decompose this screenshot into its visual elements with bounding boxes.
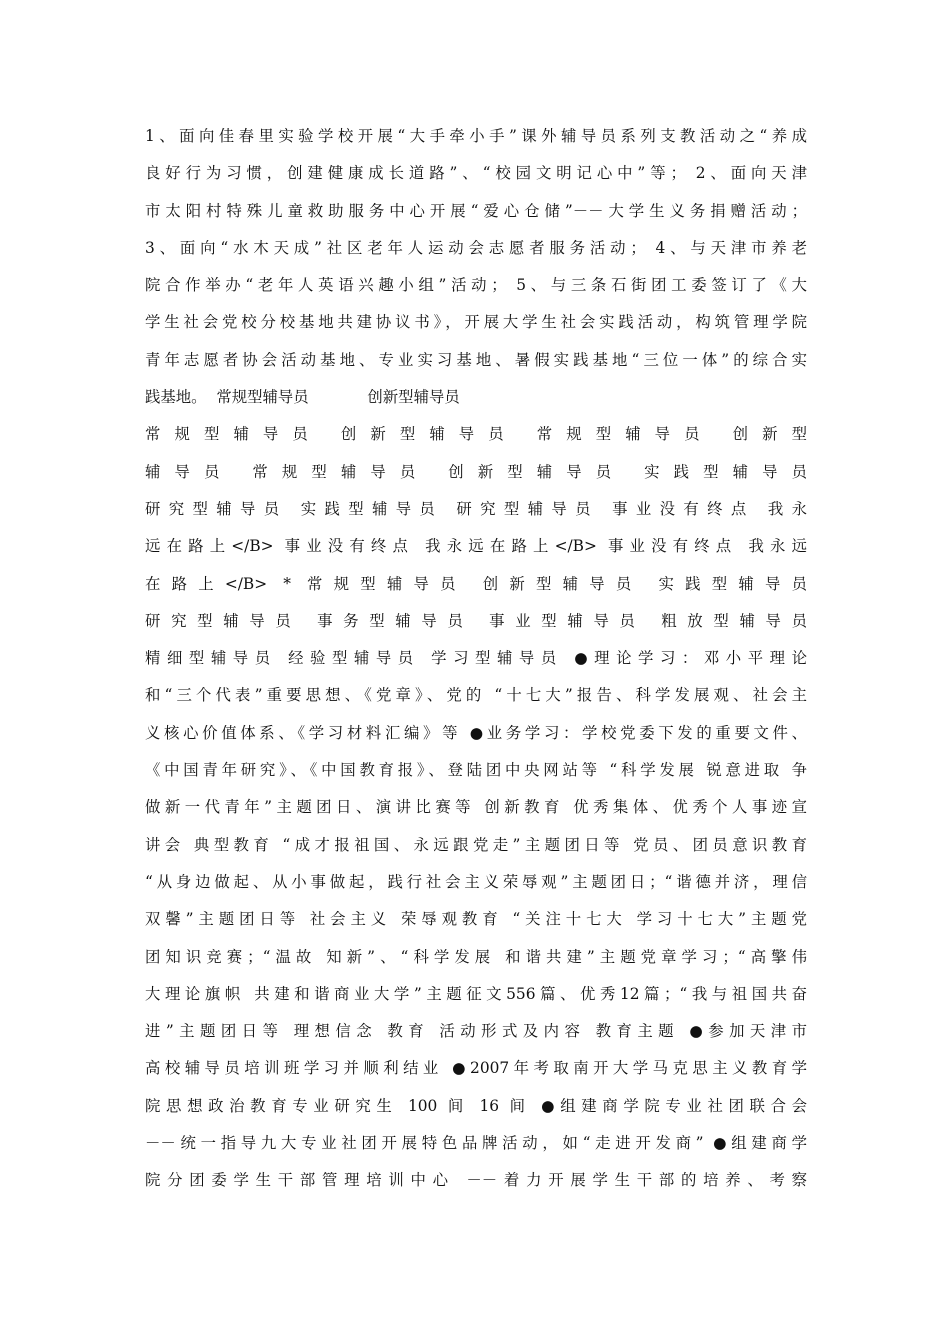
text-line: 辅导员 常规型辅导员 创新型辅导员 实践型辅导员 [145,462,807,481]
text-line: 远在路上</B> 事业没有终点 我永远在路上</B> 事业没有终点 我永远 [145,537,807,556]
text-line: 进”主题团日等 理想信念 教育 活动形式及内容 教育主题 ●参加天津市 [145,1022,807,1041]
text-line: 做新一代青年”主题团日、演讲比赛等 创新教育 优秀集体、优秀个人事迹宣 [145,798,807,817]
text-line: 义核心价值体系、《学习材料汇编》等 ●业务学习：学校党委下发的重要文件、 [145,723,807,742]
text-line: 1、面向佳春里实验学校开展“大手牵小手”课外辅导员系列支教活动之“养成 [145,127,807,145]
text-line: 常规型辅导员 创新型辅导员 常规型辅导员 创新型 [145,425,807,444]
text-line: 大理论旗帜 共建和谐商业大学”主题征文556篇、优秀12篇；“我与祖国共奋 [145,984,807,1003]
text-line: 院分团委学生干部管理培训中心 －－着力开展学生干部的培养、考察 [145,1171,807,1190]
text-line: 在路上</B> * 常规型辅导员 创新型辅导员 实践型辅导员 [145,574,807,593]
text-line: 践基地。 常规型辅导员 创新型辅导员 [145,388,460,407]
text-line: 研究型辅导员 事务型辅导员 事业型辅导员 粗放型辅导员 [145,611,807,630]
text-line: 精细型辅导员 经验型辅导员 学习型辅导员 ●理论学习：邓小平理论 [145,649,807,668]
text-line: 学生社会党校分校基地共建协议书》，开展大学生社会实践活动，构筑管理学院 [145,313,807,332]
text-line: 双馨”主题团日等 社会主义 荣辱观教育 “关注十七大 学习十七大”主题党 [145,910,807,929]
text-line: 高校辅导员培训班学习并顺利结业 ●2007年考取南开大学马克思主义教育学 [145,1059,807,1078]
document-body [145,118,807,1200]
text-line: 青年志愿者协会活动基地、专业实习基地、暑假实践基地“三位一体”的综合实 [145,350,807,369]
text-line: 研究型辅导员 实践型辅导员 研究型辅导员 事业没有终点 我永 [145,499,807,518]
text-line: 和“三个代表”重要思想、《党章》、党的 “十七大”报告、科学发展观、社会主 [145,686,807,705]
text-line: 院思想政治教育专业研究生 100 间 16 间 ●组建商学院专业社团联合会 [145,1096,807,1115]
text-line: 3、面向“水木天成”社区老年人运动会志愿者服务活动； 4、与天津市养老 [145,238,807,257]
text-line: “从身边做起、从小事做起，践行社会主义荣辱观”主题团日；“谐德并济，理信 [145,872,807,891]
text-line: 团知识竞赛；“温故 知新”、“科学发展 和谐共建”主题党章学习；“高擎伟 [145,947,807,966]
text-line: －－统一指导九大专业社团开展特色品牌活动，如“走进开发商” ●组建商学 [145,1134,807,1153]
text-line: 良好行为习惯，创建健康成长道路”、“校园文明记心中”等； 2、面向天津 [145,164,807,183]
text-line: 《中国青年研究》、《中国教育报》、登陆团中央网站等 “科学发展 锐意进取 争 [145,761,807,780]
text-line: 讲会 典型教育 “成才报祖国、永远跟党走”主题团日等 党员、团员意识教育 [145,835,807,854]
text-line: 院合作举办“老年人英语兴趣小组”活动； 5、与三条石街团工委签订了《大 [145,276,807,295]
text-line: 市太阳村特殊儿童救助服务中心开展“爱心仓储”－－大学生义务捐赠活动； [145,201,807,220]
